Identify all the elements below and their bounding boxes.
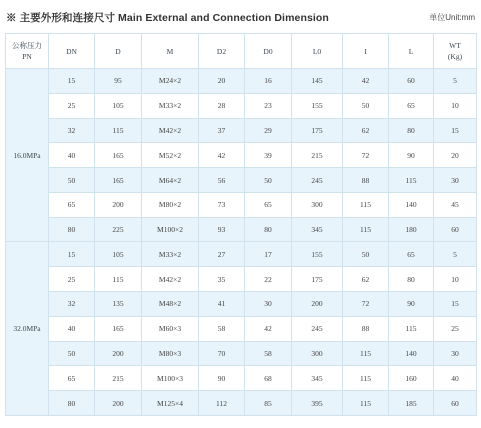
- m-cell: M60×3: [142, 316, 199, 341]
- d2-cell: 56: [199, 168, 245, 193]
- l0-cell: 155: [292, 242, 343, 267]
- wt-cell: 30: [434, 168, 477, 193]
- header-wt-line1: WT: [449, 41, 461, 50]
- header-pn-line1: 公称压力: [12, 41, 42, 50]
- i-cell: 62: [343, 267, 389, 292]
- m-cell: M100×2: [142, 217, 199, 242]
- header-l0: L0: [292, 34, 343, 69]
- wt-cell: 30: [434, 341, 477, 366]
- page-header: [6, 10, 475, 26]
- d2-cell: 35: [199, 267, 245, 292]
- dn-cell: 40: [49, 143, 95, 168]
- wt-cell: 45: [434, 192, 477, 217]
- d-cell: 165: [95, 168, 142, 193]
- l-cell: 160: [389, 366, 434, 391]
- m-cell: M33×2: [142, 242, 199, 267]
- table-row: [6, 316, 477, 341]
- l0-cell: 175: [292, 118, 343, 143]
- i-cell: 72: [343, 292, 389, 317]
- l-cell: 115: [389, 316, 434, 341]
- m-cell: M100×3: [142, 366, 199, 391]
- table-row: [6, 217, 477, 242]
- d-cell: 105: [95, 93, 142, 118]
- d-cell: 115: [95, 118, 142, 143]
- d0-cell: 42: [245, 316, 292, 341]
- l-cell: 65: [389, 93, 434, 118]
- d-cell: 225: [95, 217, 142, 242]
- dn-cell: 50: [49, 341, 95, 366]
- header-m: M: [142, 34, 199, 69]
- d-cell: 135: [95, 292, 142, 317]
- d2-cell: 90: [199, 366, 245, 391]
- m-cell: M24×2: [142, 69, 199, 94]
- wt-cell: 15: [434, 292, 477, 317]
- header-d0: D0: [245, 34, 292, 69]
- pressure-group-label: 16.0MPa: [6, 69, 49, 242]
- d2-cell: 41: [199, 292, 245, 317]
- d-cell: 200: [95, 391, 142, 416]
- d2-cell: 112: [199, 391, 245, 416]
- m-cell: M48×2: [142, 292, 199, 317]
- d2-cell: 28: [199, 93, 245, 118]
- d0-cell: 39: [245, 143, 292, 168]
- d2-cell: 20: [199, 69, 245, 94]
- table-row: [6, 341, 477, 366]
- header-pn: [6, 34, 49, 69]
- i-cell: 42: [343, 69, 389, 94]
- i-cell: 115: [343, 341, 389, 366]
- d-cell: 200: [95, 341, 142, 366]
- dn-cell: 50: [49, 168, 95, 193]
- table-row: [6, 93, 477, 118]
- header-pn-line2: PN: [22, 52, 32, 61]
- i-cell: 115: [343, 366, 389, 391]
- d-cell: 200: [95, 192, 142, 217]
- d0-cell: 65: [245, 192, 292, 217]
- wt-cell: 60: [434, 217, 477, 242]
- i-cell: 115: [343, 192, 389, 217]
- wt-cell: 40: [434, 366, 477, 391]
- table-row: [6, 69, 477, 94]
- d0-cell: 29: [245, 118, 292, 143]
- d2-cell: 27: [199, 242, 245, 267]
- wt-cell: 20: [434, 143, 477, 168]
- pressure-group-label: 32.0MPa: [6, 242, 49, 416]
- wt-cell: 10: [434, 93, 477, 118]
- m-cell: M64×2: [142, 168, 199, 193]
- i-cell: 72: [343, 143, 389, 168]
- d0-cell: 85: [245, 391, 292, 416]
- d0-cell: 80: [245, 217, 292, 242]
- table-row: [6, 143, 477, 168]
- dn-cell: 25: [49, 93, 95, 118]
- l0-cell: 395: [292, 391, 343, 416]
- dimension-table: [5, 33, 477, 416]
- l-cell: 80: [389, 118, 434, 143]
- dn-cell: 32: [49, 292, 95, 317]
- dn-cell: 25: [49, 267, 95, 292]
- l0-cell: 215: [292, 143, 343, 168]
- wt-cell: 5: [434, 242, 477, 267]
- i-cell: 88: [343, 168, 389, 193]
- l-cell: 140: [389, 341, 434, 366]
- header-wt: [434, 34, 477, 69]
- l0-cell: 245: [292, 316, 343, 341]
- d-cell: 105: [95, 242, 142, 267]
- d-cell: 215: [95, 366, 142, 391]
- m-cell: M125×4: [142, 391, 199, 416]
- table-row: [6, 366, 477, 391]
- table-row: [6, 118, 477, 143]
- l0-cell: 175: [292, 267, 343, 292]
- d0-cell: 16: [245, 69, 292, 94]
- l-cell: 65: [389, 242, 434, 267]
- l-cell: 140: [389, 192, 434, 217]
- d2-cell: 37: [199, 118, 245, 143]
- header-wt-line2: (Kg): [447, 52, 463, 61]
- i-cell: 115: [343, 217, 389, 242]
- l-cell: 60: [389, 69, 434, 94]
- table-row: [6, 391, 477, 416]
- header-i: I: [343, 34, 389, 69]
- d2-cell: 58: [199, 316, 245, 341]
- m-cell: M42×2: [142, 118, 199, 143]
- d0-cell: 22: [245, 267, 292, 292]
- table-body: [6, 69, 477, 416]
- l-cell: 180: [389, 217, 434, 242]
- d0-cell: 30: [245, 292, 292, 317]
- header-dn: DN: [49, 34, 95, 69]
- d2-cell: 73: [199, 192, 245, 217]
- i-cell: 115: [343, 391, 389, 416]
- m-cell: M80×2: [142, 192, 199, 217]
- unit-label: 单位Unit:mm: [429, 13, 475, 22]
- wt-cell: 60: [434, 391, 477, 416]
- m-cell: M80×3: [142, 341, 199, 366]
- i-cell: 88: [343, 316, 389, 341]
- dn-cell: 80: [49, 217, 95, 242]
- wt-cell: 15: [434, 118, 477, 143]
- table-row: [6, 292, 477, 317]
- table-row: [6, 168, 477, 193]
- i-cell: 50: [343, 93, 389, 118]
- l0-cell: 300: [292, 192, 343, 217]
- d2-cell: 93: [199, 217, 245, 242]
- l-cell: 90: [389, 292, 434, 317]
- l0-cell: 345: [292, 217, 343, 242]
- dn-cell: 15: [49, 69, 95, 94]
- table-header-row: [6, 34, 477, 69]
- m-cell: M42×2: [142, 267, 199, 292]
- header-d2: D2: [199, 34, 245, 69]
- l-cell: 115: [389, 168, 434, 193]
- l-cell: 185: [389, 391, 434, 416]
- d0-cell: 68: [245, 366, 292, 391]
- l0-cell: 155: [292, 93, 343, 118]
- dn-cell: 40: [49, 316, 95, 341]
- d2-cell: 42: [199, 143, 245, 168]
- wt-cell: 25: [434, 316, 477, 341]
- wt-cell: 5: [434, 69, 477, 94]
- m-cell: M52×2: [142, 143, 199, 168]
- dn-cell: 80: [49, 391, 95, 416]
- table-row: [6, 242, 477, 267]
- l0-cell: 345: [292, 366, 343, 391]
- l-cell: 90: [389, 143, 434, 168]
- d-cell: 165: [95, 143, 142, 168]
- d0-cell: 17: [245, 242, 292, 267]
- d0-cell: 23: [245, 93, 292, 118]
- l-cell: 80: [389, 267, 434, 292]
- table-row: [6, 192, 477, 217]
- d-cell: 165: [95, 316, 142, 341]
- header-l: L: [389, 34, 434, 69]
- dn-cell: 32: [49, 118, 95, 143]
- i-cell: 50: [343, 242, 389, 267]
- d-cell: 95: [95, 69, 142, 94]
- l0-cell: 145: [292, 69, 343, 94]
- d2-cell: 70: [199, 341, 245, 366]
- m-cell: M33×2: [142, 93, 199, 118]
- d0-cell: 50: [245, 168, 292, 193]
- dn-cell: 15: [49, 242, 95, 267]
- wt-cell: 10: [434, 267, 477, 292]
- i-cell: 62: [343, 118, 389, 143]
- header-d: D: [95, 34, 142, 69]
- dn-cell: 65: [49, 192, 95, 217]
- dn-cell: 65: [49, 366, 95, 391]
- l0-cell: 200: [292, 292, 343, 317]
- d-cell: 115: [95, 267, 142, 292]
- page-title: ※ 主要外形和连接尺寸 Main External and Connection Dimension: [6, 12, 329, 24]
- table-row: [6, 267, 477, 292]
- l0-cell: 245: [292, 168, 343, 193]
- l0-cell: 300: [292, 341, 343, 366]
- d0-cell: 58: [245, 341, 292, 366]
